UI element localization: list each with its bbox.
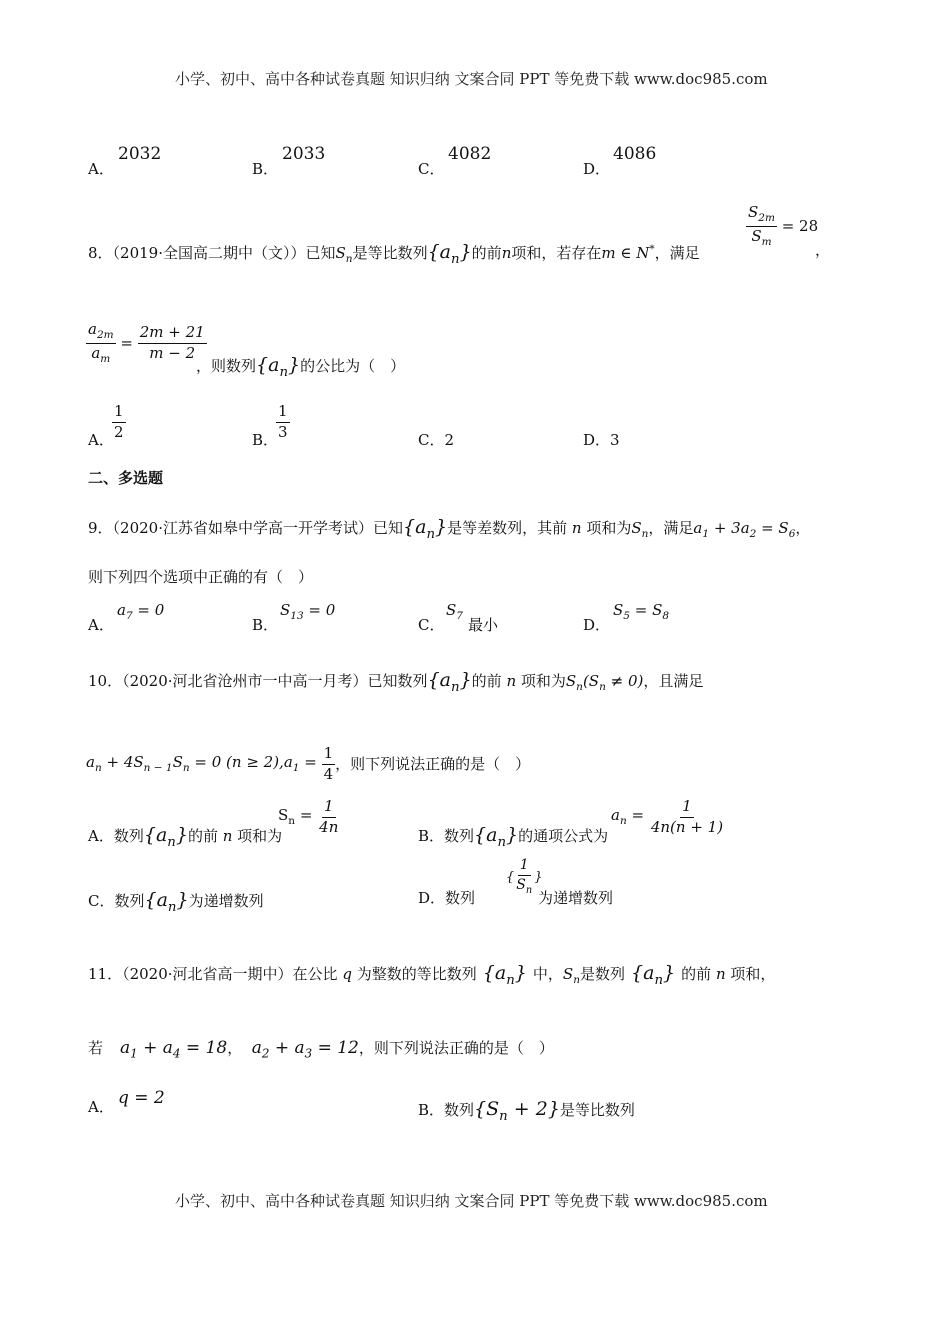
q11-option-b-text: 是等比数列	[559, 1101, 635, 1119]
q11-math-an-2: $\{a_n\}$	[624, 962, 682, 988]
q11-option-a-math: q = 2	[118, 1088, 165, 1108]
q9-math-condition: $a_1 + 3a_2 = S_6$	[693, 519, 796, 540]
q8-text: ，	[815, 241, 831, 259]
q8-option-b-label: B．	[252, 431, 279, 449]
q11-text: 中，	[532, 965, 563, 983]
q8-math-m-in-n: m ∈ N*	[601, 243, 655, 262]
q9-math-an: $\{a_n\}$	[403, 516, 448, 542]
q10-option-a-text: 项和为	[237, 827, 283, 845]
q9-text: 是等差数列，其前	[447, 519, 568, 537]
q8-option-d-label: D．	[583, 431, 611, 449]
q10-text: 的前	[471, 672, 502, 690]
q10-option-a-math-n: n	[217, 827, 238, 845]
q8-math-an-2: $\{a_n\}$	[256, 354, 301, 380]
q10-number: 10．	[88, 672, 123, 690]
q8-source: （2019·全国高二期中（文））	[112, 244, 306, 262]
q11-source: （2020·河北省高一期中）	[122, 965, 293, 983]
q9-option-d-math: $S_5 = S_8$	[613, 601, 670, 622]
q11-text: 若	[88, 1039, 104, 1057]
q10-option-c-math-an: $\{a_n\}$	[144, 889, 189, 915]
q8-math-n: n	[501, 244, 512, 262]
q11-text: 为整数的等比数列	[356, 965, 477, 983]
page-footer: 小学、初中、高中各种试卷真题 知识归纳 文案合同 PPT 等免费下载 www.doc985.com	[175, 1192, 768, 1210]
q7-option-a-label: A．	[88, 160, 114, 178]
q10-option-c-text: 数列	[114, 892, 145, 910]
q7-option-a-value: 2032	[118, 144, 162, 164]
q9-math-sn: $S_n$	[631, 519, 649, 540]
q10-option-a-math-an: $\{a_n\}$	[143, 824, 188, 850]
q9-text: 项和为	[586, 519, 632, 537]
q8-text: ，则数列	[196, 357, 257, 375]
q10-option-b-text: 的通项公式为	[518, 827, 609, 845]
q7-option-c-label: C．	[418, 160, 445, 178]
q10-option-b-text: 数列	[444, 827, 475, 845]
q11-math-q: q	[337, 965, 357, 983]
q10-math-condition: $a_n + 4S_{n - 1}S_n = 0$ $(n \ge 2),a_1$ = $\frac{1}{4}$ ，则下列说法正确的是（ ）	[86, 744, 531, 783]
q10-text: 已知数列	[367, 672, 428, 690]
q9-text: 则下列四个选项中正确的有（ ）	[88, 568, 314, 586]
q8-text: ，满足	[654, 244, 700, 262]
q10-option-c-label: C．	[88, 892, 115, 910]
q9-source: （2020·江苏省如皋中学高一开学考试）	[112, 519, 373, 537]
q10-text: ，且满足	[643, 672, 704, 690]
q8-math-s-ratio: $\frac{S_{2m}}{S_m}$ = 28	[748, 203, 819, 249]
q10-text: 项和为	[520, 672, 566, 690]
q8-option-c-label: C．	[418, 431, 445, 449]
q11-text: 在公比	[292, 965, 338, 983]
q11-math-cond2: $a_2 + a_3 = 12$	[234, 1038, 359, 1061]
q9-option-a-math: $a_7 = 0$	[117, 601, 165, 622]
q11-number: 11．	[88, 965, 123, 983]
q7-option-b-label: B．	[252, 160, 279, 178]
page-header: 小学、初中、高中各种试卷真题 知识归纳 文案合同 PPT 等免费下载 www.doc985.com	[175, 70, 768, 88]
q8-option-a-label: A．	[88, 431, 114, 449]
q8-number: 8．	[88, 244, 113, 262]
q9-option-a-label: A．	[88, 616, 114, 634]
q11-math-sn: $S_n$	[562, 965, 580, 986]
q9-text: ，	[795, 519, 811, 537]
q10-math-an: $\{a_n\}$	[427, 669, 472, 695]
q10-option-a-text: 数列	[113, 827, 144, 845]
q7-option-c-value: 4082	[448, 144, 492, 164]
q11-text: 的前	[681, 965, 712, 983]
q9-math-n: n	[567, 519, 587, 537]
q9-option-c-text: 最小	[468, 616, 499, 634]
q8-text: 项和，若存在	[511, 244, 602, 262]
q10-option-c-text: 为递增数列	[188, 892, 264, 910]
q8-text: 是等比数列	[352, 244, 428, 262]
q8-text: 的前	[471, 244, 502, 262]
q9-option-b-label: B．	[252, 616, 279, 634]
q8-math-an: $\{a_n\}$	[427, 241, 472, 267]
q11-option-b-math: $\{S_n + 2\}$	[474, 1098, 560, 1124]
q10-option-b-label: B．	[418, 827, 445, 845]
q10-option-a-text: 的前	[187, 827, 218, 845]
q8-math-sn: $S_n$	[335, 244, 353, 265]
q10-text: ，则下列说法正确的是（ ）	[335, 754, 531, 773]
q8-option-a-frac: $\frac{1}{2}$	[114, 402, 124, 441]
q11-text: ，则下列说法正确的是（ ）	[358, 1039, 554, 1057]
q10-option-d-text: 数列	[445, 889, 476, 907]
q10-option-b-math-an: $\{a_n\}$	[474, 824, 519, 850]
q10-math-sn: $S_n(S_n \ne 0)$	[565, 672, 644, 693]
q11-option-b-label: B．	[418, 1101, 445, 1119]
q10-option-d-text: 为递增数列	[538, 889, 614, 907]
q11-option-a-label: A．	[88, 1098, 114, 1116]
q10-option-a-math-sn: $S_n$ = $\frac{1}{4n}$	[278, 797, 339, 836]
q7-option-b-value: 2033	[282, 144, 326, 164]
q8-text: 已知	[305, 244, 336, 262]
q11-option-b-text: 数列	[444, 1101, 475, 1119]
q8-option-d-value: 3	[610, 431, 620, 449]
q10-option-b-math: $a_n$ = $\frac{1}{4n(n + 1)}$	[611, 797, 724, 836]
q9-option-c-math: $S_7$	[446, 601, 463, 622]
q10-option-a-label: A．	[88, 827, 114, 845]
q11-text: 是数列	[579, 965, 625, 983]
q10-math-n: n	[501, 672, 521, 690]
q11-math-an: $\{a_n\}$	[476, 962, 533, 988]
q10-option-d-math: { $\frac{1}{S_n}$ }	[506, 857, 543, 896]
q8-option-b-frac: $\frac{1}{3}$	[278, 402, 288, 441]
q8-text: 的公比为（ ）	[300, 357, 406, 375]
q8-option-c-value: 2	[444, 431, 455, 449]
q7-option-d-label: D．	[583, 160, 611, 178]
section-title: 二、多选题	[88, 469, 164, 487]
q9-text: 已知	[373, 519, 404, 537]
q8-math-a-ratio: $\frac{a_{2m}}{a_m}$ = $\frac{2m + 21}{m - 2}$	[88, 320, 205, 366]
q9-option-c-label: C．	[418, 616, 445, 634]
q9-option-d-label: D．	[583, 616, 611, 634]
q10-source: （2020·河北省沧州市一中高一月考）	[122, 672, 368, 690]
q9-text: ，满足	[648, 519, 694, 537]
q9-number: 9．	[88, 519, 113, 537]
q7-option-d-value: 4086	[613, 144, 657, 164]
q11-text: 项和，	[730, 965, 776, 983]
q10-option-d-label: D．	[418, 889, 446, 907]
q9-option-b-math: $S_{13} = 0$	[280, 601, 336, 622]
q11-text: ，	[227, 1039, 235, 1057]
q11-math-n: n	[711, 965, 731, 983]
q11-math-cond1: $a_1 + a_4 = 18$	[103, 1038, 228, 1061]
